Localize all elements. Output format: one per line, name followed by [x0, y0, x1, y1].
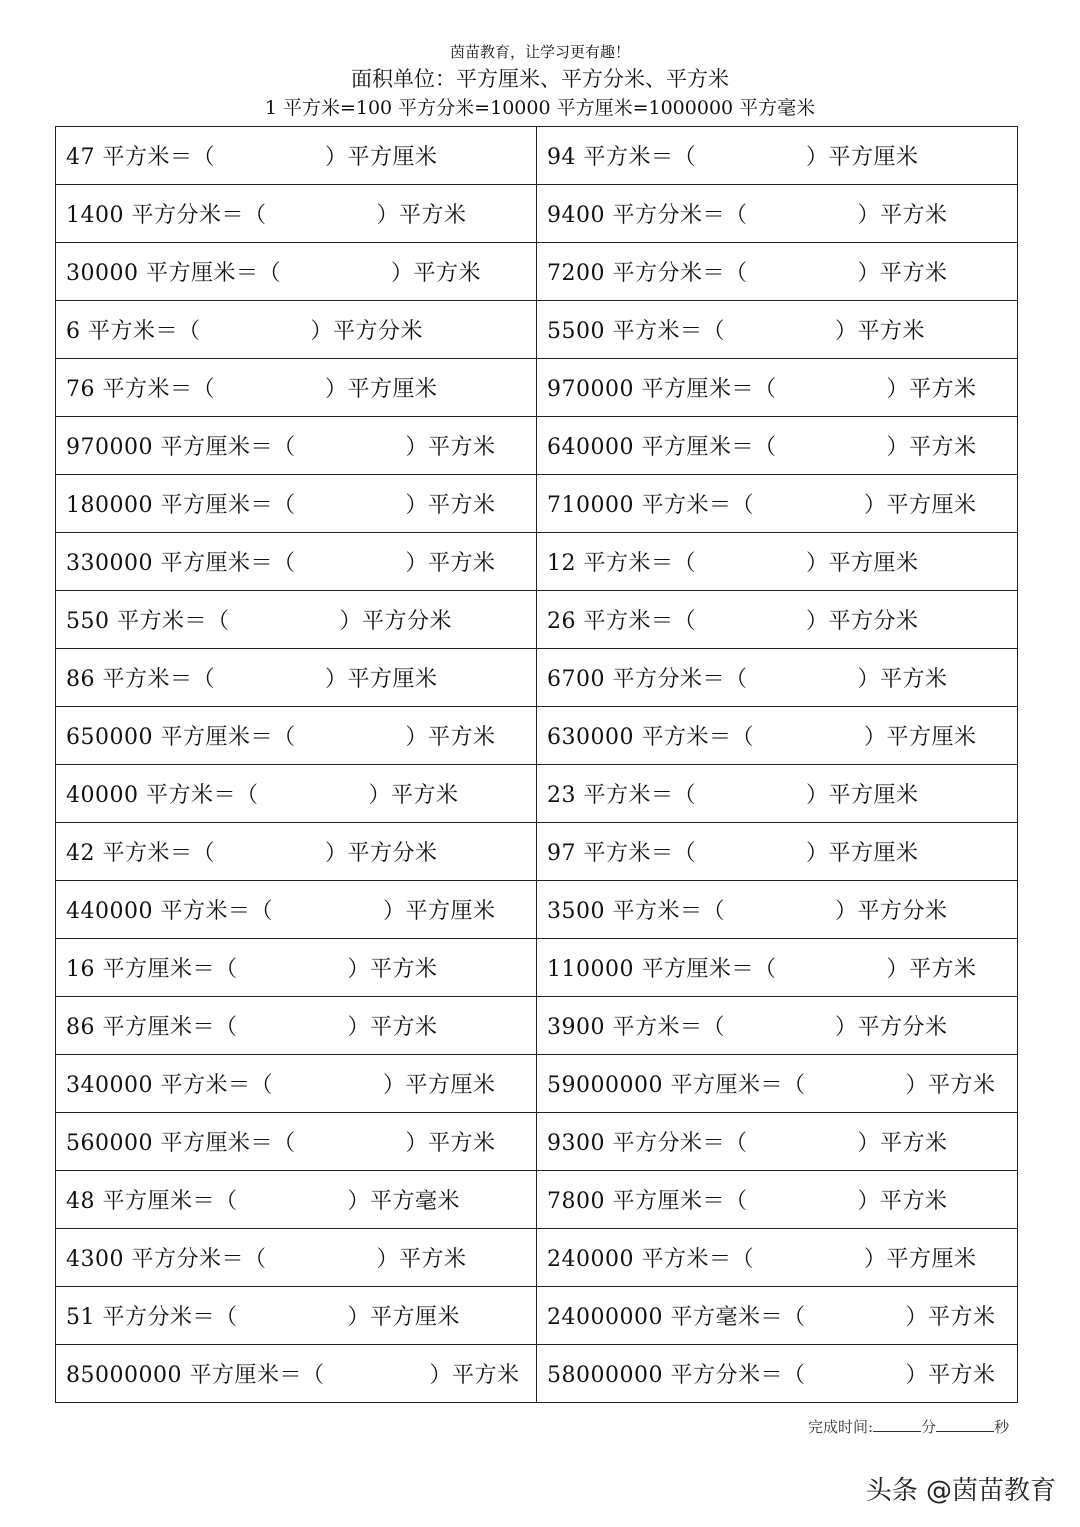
- target-unit: ）平方米: [886, 435, 977, 460]
- table-row: [56, 1287, 1018, 1345]
- exercise-table: [55, 126, 1018, 1403]
- target-unit: ）平方米: [857, 667, 948, 692]
- table-row: [56, 649, 1018, 707]
- target-unit: ）平方厘米: [382, 899, 496, 924]
- exercise-cell-right: [537, 881, 1018, 939]
- target-unit: ）平方厘米: [863, 493, 977, 518]
- question-text: 24000000 平方毫米＝（: [547, 1305, 806, 1330]
- target-unit: ）平方米: [405, 1131, 496, 1156]
- target-unit: ）平方分米: [806, 609, 919, 634]
- exercise-cell-right: [537, 1229, 1018, 1287]
- question-text: 76 平方米＝（: [66, 377, 215, 402]
- question-text: 6 平方米＝（: [66, 319, 201, 344]
- exercise-cell-left: [56, 127, 537, 185]
- question-text: 58000000 平方分米＝（: [547, 1363, 806, 1388]
- exercise-cell-right: [537, 649, 1018, 707]
- target-unit: ）平方厘米: [325, 145, 438, 170]
- target-unit: ）平方分米: [834, 899, 948, 924]
- target-unit: ）平方米: [886, 377, 977, 402]
- question-text: 94 平方米＝（: [547, 145, 696, 170]
- question-text: 59000000 平方厘米＝（: [547, 1073, 806, 1098]
- target-unit: ）平方分米: [310, 319, 424, 344]
- seconds-blank: [936, 1417, 994, 1432]
- exercise-cell-right: [537, 1287, 1018, 1345]
- target-unit: ）平方米: [905, 1305, 996, 1330]
- completion-time-label: 完成时间:: [808, 1418, 874, 1436]
- exercise-cell-right: [537, 243, 1018, 301]
- target-unit: ）平方米: [368, 783, 459, 808]
- exercise-cell-left: [56, 1287, 537, 1345]
- question-text: 630000 平方米＝（: [547, 725, 754, 750]
- target-unit: ）平方米: [886, 957, 977, 982]
- target-unit: ）平方米: [905, 1073, 996, 1098]
- target-unit: ）平方米: [857, 1189, 948, 1214]
- exercise-cell-left: [56, 823, 537, 881]
- exercise-cell-left: [56, 591, 537, 649]
- exercise-cell-right: [537, 417, 1018, 475]
- unit-formula: 1 平方米=100 平方分米=10000 平方厘米=1000000 平方毫米: [264, 97, 816, 119]
- question-text: 9400 平方分米＝（: [547, 203, 748, 228]
- target-unit: ）平方厘米: [806, 145, 919, 170]
- target-unit: ）平方厘米: [806, 841, 919, 866]
- target-unit: ）平方米: [857, 203, 948, 228]
- question-text: 86 平方米＝（: [66, 667, 215, 692]
- exercise-cell-left: [56, 359, 537, 417]
- table-row: [56, 243, 1018, 301]
- table-row: [56, 997, 1018, 1055]
- target-unit: ）平方米: [405, 551, 496, 576]
- exercise-cell-left: [56, 1229, 537, 1287]
- exercise-cell-left: [56, 881, 537, 939]
- target-unit: ）平方厘米: [863, 725, 977, 750]
- question-text: 560000 平方厘米＝（: [66, 1131, 296, 1156]
- table-row: [56, 765, 1018, 823]
- question-text: 3500 平方米＝（: [547, 899, 725, 924]
- exercise-cell-left: [56, 1113, 537, 1171]
- table-row: [56, 475, 1018, 533]
- exercise-cell-left: [56, 1171, 537, 1229]
- question-text: 97 平方米＝（: [547, 841, 696, 866]
- exercise-cell-right: [537, 359, 1018, 417]
- table-row: [56, 1229, 1018, 1287]
- question-text: 970000 平方厘米＝（: [547, 377, 777, 402]
- exercise-cell-left: [56, 533, 537, 591]
- target-unit: ）平方厘米: [325, 377, 438, 402]
- exercise-cell-left: [56, 997, 537, 1055]
- table-row: [56, 939, 1018, 997]
- target-unit: ）平方米: [429, 1363, 520, 1388]
- question-text: 47 平方米＝（: [66, 145, 215, 170]
- table-row: [56, 127, 1018, 185]
- exercise-cell-left: [56, 707, 537, 765]
- target-unit: ）平方米: [347, 957, 438, 982]
- exercise-cell-right: [537, 1345, 1018, 1403]
- question-text: 9300 平方分米＝（: [547, 1131, 748, 1156]
- exercise-cell-right: [537, 1055, 1018, 1113]
- exercise-cell-left: [56, 765, 537, 823]
- target-unit: ）平方厘米: [806, 783, 919, 808]
- exercise-cell-left: [56, 939, 537, 997]
- question-text: 16 平方厘米＝（: [66, 957, 238, 982]
- completion-time: [808, 1416, 1009, 1437]
- question-text: 4300 平方分米＝（: [66, 1247, 267, 1272]
- exercise-cell-right: [537, 475, 1018, 533]
- target-unit: ）平方米: [857, 261, 948, 286]
- question-text: 550 平方米＝（: [66, 609, 230, 634]
- question-text: 1400 平方分米＝（: [66, 203, 267, 228]
- question-text: 42 平方米＝（: [66, 841, 215, 866]
- worksheet-title: 面积单位：平方厘米、平方分米、平方米: [351, 67, 729, 91]
- exercise-cell-right: [537, 127, 1018, 185]
- exercise-cell-left: [56, 185, 537, 243]
- seconds-label: 秒: [994, 1418, 1010, 1436]
- exercise-cell-right: [537, 301, 1018, 359]
- question-text: 440000 平方米＝（: [66, 899, 273, 924]
- target-unit: ）平方厘米: [863, 1247, 977, 1272]
- exercise-cell-right: [537, 1113, 1018, 1171]
- exercise-cell-left: [56, 1345, 537, 1403]
- target-unit: ）平方毫米: [347, 1189, 461, 1214]
- exercise-cell-right: [537, 765, 1018, 823]
- exercise-cell-right: [537, 591, 1018, 649]
- target-unit: ）平方米: [405, 725, 496, 750]
- exercise-cell-right: [537, 185, 1018, 243]
- question-text: 7200 平方分米＝（: [547, 261, 748, 286]
- target-unit: ）平方米: [405, 435, 496, 460]
- watermark: 头条 @茵苗教育: [865, 1476, 1056, 1506]
- exercise-cell-left: [56, 1055, 537, 1113]
- target-unit: ）平方米: [405, 493, 496, 518]
- question-text: 51 平方分米＝（: [66, 1305, 238, 1330]
- target-unit: ）平方分米: [834, 1015, 948, 1040]
- exercise-cell-right: [537, 533, 1018, 591]
- target-unit: ）平方米: [376, 203, 467, 228]
- question-text: 85000000 平方厘米＝（: [66, 1363, 325, 1388]
- exercise-cell-right: [537, 1171, 1018, 1229]
- minutes-blank: [873, 1417, 921, 1432]
- question-text: 330000 平方厘米＝（: [66, 551, 296, 576]
- exercise-cell-left: [56, 417, 537, 475]
- question-text: 340000 平方米＝（: [66, 1073, 273, 1098]
- exercise-cell-left: [56, 649, 537, 707]
- table-row: [56, 1345, 1018, 1403]
- target-unit: ）平方米: [905, 1363, 996, 1388]
- target-unit: ）平方米: [857, 1131, 948, 1156]
- table-row: [56, 881, 1018, 939]
- table-row: [56, 185, 1018, 243]
- question-text: 30000 平方厘米＝（: [66, 261, 281, 286]
- exercise-cell-right: [537, 997, 1018, 1055]
- exercise-cell-right: [537, 823, 1018, 881]
- question-text: 3900 平方米＝（: [547, 1015, 725, 1040]
- question-text: 7800 平方厘米＝（: [547, 1189, 748, 1214]
- table-row: [56, 359, 1018, 417]
- question-text: 110000 平方厘米＝（: [547, 957, 777, 982]
- table-row: [56, 533, 1018, 591]
- table-row: [56, 707, 1018, 765]
- target-unit: ）平方厘米: [325, 667, 438, 692]
- target-unit: ）平方米: [376, 1247, 467, 1272]
- question-text: 26 平方米＝（: [547, 609, 696, 634]
- target-unit: ）平方厘米: [382, 1073, 496, 1098]
- question-text: 12 平方米＝（: [547, 551, 696, 576]
- table-row: [56, 823, 1018, 881]
- table-row: [56, 1055, 1018, 1113]
- exercise-cell-left: [56, 475, 537, 533]
- question-text: 180000 平方厘米＝（: [66, 493, 296, 518]
- question-text: 650000 平方厘米＝（: [66, 725, 296, 750]
- exercise-cell-left: [56, 301, 537, 359]
- target-unit: ）平方厘米: [806, 551, 919, 576]
- table-row: [56, 1113, 1018, 1171]
- question-text: 6700 平方分米＝（: [547, 667, 748, 692]
- question-text: 640000 平方厘米＝（: [547, 435, 777, 460]
- target-unit: ）平方米: [834, 319, 925, 344]
- worksheet-header: [0, 40, 1080, 122]
- target-unit: ）平方米: [347, 1015, 438, 1040]
- question-text: 5500 平方米＝（: [547, 319, 725, 344]
- exercise-cell-left: [56, 243, 537, 301]
- question-text: 970000 平方厘米＝（: [66, 435, 296, 460]
- table-row: [56, 301, 1018, 359]
- table-row: [56, 591, 1018, 649]
- target-unit: ）平方分米: [339, 609, 453, 634]
- minutes-label: 分: [921, 1418, 937, 1436]
- target-unit: ）平方厘米: [347, 1305, 461, 1330]
- question-text: 710000 平方米＝（: [547, 493, 754, 518]
- target-unit: ）平方分米: [325, 841, 438, 866]
- exercise-cell-right: [537, 707, 1018, 765]
- question-text: 40000 平方米＝（: [66, 783, 259, 808]
- table-row: [56, 1171, 1018, 1229]
- question-text: 240000 平方米＝（: [547, 1247, 754, 1272]
- question-text: 23 平方米＝（: [547, 783, 696, 808]
- target-unit: ）平方米: [390, 261, 481, 286]
- slogan: 茵苗教育，让学习更有趣！: [449, 43, 630, 61]
- exercise-cell-right: [537, 939, 1018, 997]
- question-text: 86 平方厘米＝（: [66, 1015, 238, 1040]
- question-text: 48 平方厘米＝（: [66, 1189, 238, 1214]
- table-row: [56, 417, 1018, 475]
